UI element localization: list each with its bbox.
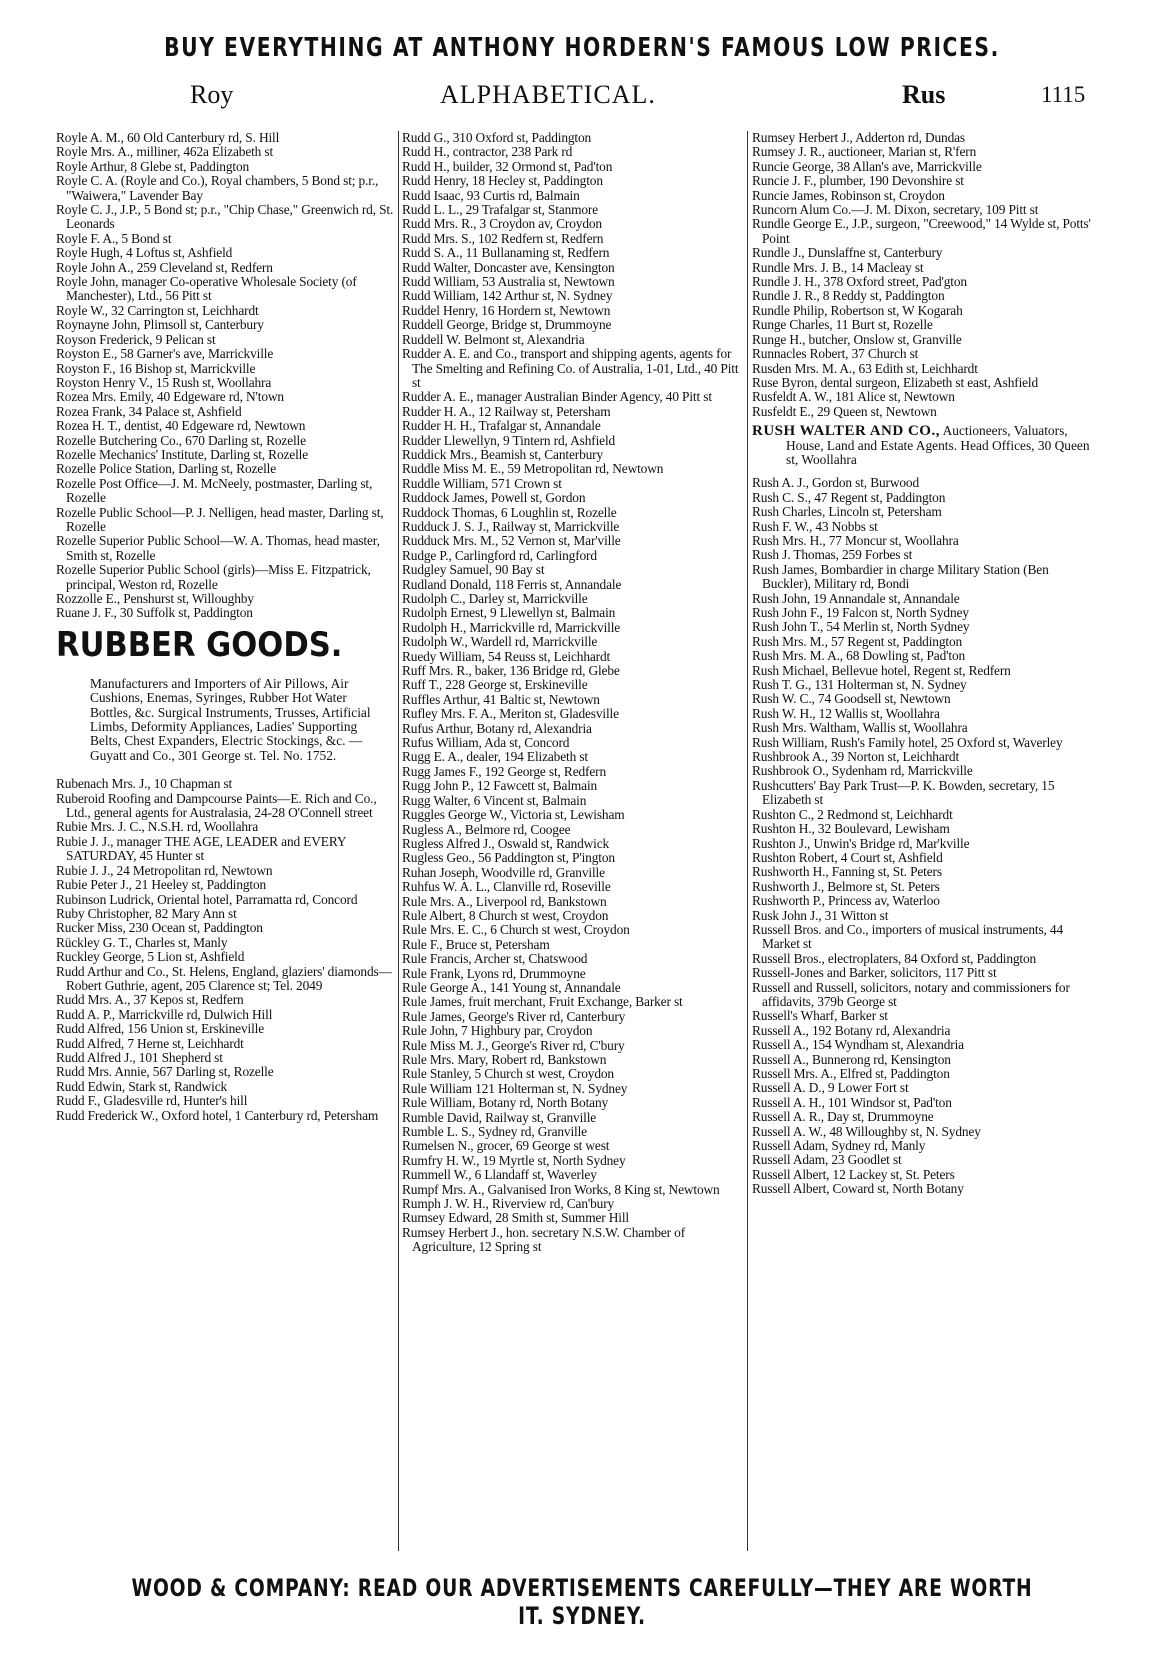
directory-entry: Rubie J. J., 24 Metropolitan rd, Newtown	[56, 862, 273, 878]
directory-entry: Rush James, Bombardier in charge Military Station (Ben Buckler), Military rd, Bondi	[752, 561, 1049, 592]
rubber-goods-heading: RUBBER GOODS.	[56, 624, 343, 665]
directory-list-a	[752, 131, 1097, 419]
directory-list-a	[56, 131, 394, 621]
directory-entry: Russell and Russell, solicitors, notary and commissioners for affidavits, 379b George st	[752, 979, 1070, 1009]
directory-entry: Royson Frederick, 9 Pelican st	[56, 331, 216, 347]
directory-entry: Russell A. H., 101 Windsor st, Pad'ton	[752, 1094, 952, 1110]
column-2	[402, 131, 742, 1561]
directory-entry: Royle Arthur, 8 Glebe st, Paddington	[56, 158, 250, 174]
directory-entry: Rudolph W., Wardell rd, Marrickville	[402, 634, 598, 650]
directory-entry: Rumble David, Railway st, Granville	[402, 1109, 597, 1125]
directory-entry: Runcie J. F., plumber, 190 Devonshire st	[752, 173, 964, 189]
directory-entry: Rozea H. T., dentist, 40 Edgeware rd, Newtown	[56, 418, 306, 434]
directory-entry: Rubinson Ludrick, Oriental hotel, Parramatta rd, Concord	[56, 891, 358, 907]
directory-entry: Rule Albert, 8 Church st west, Croydon	[402, 907, 609, 923]
directory-entry: Rush John, 19 Annandale st, Annandale	[752, 590, 960, 606]
directory-entry: Rusfeldt A. W., 181 Alice st, Newtown	[752, 389, 955, 405]
directory-entry: Russell Albert, Coward st, North Botany	[752, 1181, 964, 1197]
directory-entry: Russell Adam, Sydney rd, Manly	[752, 1138, 926, 1154]
directory-entry: Rumsey J. R., auctioneer, Marian st, R'fern	[752, 144, 977, 160]
directory-entry: Rumble L. S., Sydney rd, Granville	[402, 1124, 587, 1140]
directory-entry: Ruberoid Roofing and Dampcourse Paints—E. Rich and Co., Ltd., general agents for Australasia, 24-28 O'Connell street	[56, 790, 377, 821]
directory-entry: Rush Michael, Bellevue hotel, Regent st, Redfern	[752, 662, 1011, 678]
directory-entry: Rozelle Superior Public School—W. A. Thomas, head master, Smith st, Rozelle	[56, 533, 380, 563]
directory-entry: Rudd William, 142 Arthur st, N. Sydney	[402, 288, 613, 304]
directory-entry: Rudduck J. S. J., Railway st, Marrickville	[402, 518, 620, 534]
directory-entry: Rush A. J., Gordon st, Burwood	[752, 475, 919, 491]
directory-entry: Rushton H., 32 Boulevard, Lewisham	[752, 821, 950, 837]
directory-entry: Royston Henry V., 15 Rush st, Woollahra	[56, 374, 272, 390]
directory-entry: Rudd Arthur and Co., St. Helens, England, glaziers' diamonds—Robert Guthrie, agent, 205 Clarence st; Tel. 2049	[56, 963, 392, 993]
column-3	[752, 131, 1097, 1561]
column-divider	[747, 131, 748, 1551]
directory-entry: Rudder H. H., Trafalgar st, Annandale	[402, 418, 601, 434]
directory-entry: Rufley Mrs. F. A., Meriton st, Gladesville	[402, 706, 619, 722]
page-number: 1115	[1041, 82, 1086, 107]
directory-entry: Russell Bros., electroplaters, 84 Oxford st, Paddington	[752, 950, 1037, 966]
directory-entry: Rufus Arthur, Botany rd, Alexandria	[402, 720, 592, 736]
directory-entry: Rusfeldt E., 29 Queen st, Newtown	[752, 403, 937, 419]
directory-list	[402, 131, 742, 1255]
directory-entry: Rundle Philip, Robertson st, W Kogarah	[752, 302, 963, 318]
directory-entry: Rush Mrs. M. A., 68 Dowling st, Pad'ton	[752, 648, 966, 664]
directory-entry: Rudd H., builder, 32 Ormond st, Pad'ton	[402, 158, 613, 174]
directory-entry: Rudd Mrs. S., 102 Redfern st, Redfern	[402, 230, 604, 246]
rush-walter-name: RUSH WALTER AND CO.,	[752, 423, 940, 440]
directory-entry: Rusden Mrs. M. A., 63 Edith st, Leichhardt	[752, 360, 978, 376]
directory-entry: Ruffles Arthur, 41 Baltic st, Newtown	[402, 691, 600, 707]
directory-entry: Rundle J., Dunslaffne st, Canterbury	[752, 245, 943, 261]
rush-walter-text: Auctioneers, Valuators, House, Land and Estate Agents. Head Offices, 30 Queen st, Woollahra	[786, 423, 1090, 467]
directory-entry: Rubenach Mrs. J., 10 Chapman st	[56, 776, 233, 792]
directory-entry: Rule Mrs. E. C., 6 Church st west, Croydon	[402, 922, 630, 938]
directory-entry: Rudd Frederick W., Oxford hotel, 1 Canterbury rd, Petersham	[56, 1107, 379, 1123]
directory-entry: Rush C. S., 47 Regent st, Paddington	[752, 489, 946, 505]
directory-entry: Rule William, Botany rd, North Botany	[402, 1095, 609, 1111]
directory-entry: Royle John, manager Co-operative Wholesale Society (of Manchester), Ltd., 56 Pitt st	[56, 274, 357, 304]
bottom-advert-banner: WOOD & COMPANY: READ OUR ADVERTISEMENTS CAREFULLY—THEY ARE WORTH IT. SYDNEY.	[131, 1574, 1033, 1630]
directory-entry: Russell A. D., 9 Lower Fort st	[752, 1080, 909, 1096]
column-1	[56, 131, 394, 1561]
directory-entry: Russell-Jones and Barker, solicitors, 117 Pitt st	[752, 965, 997, 981]
directory-entry: Rule John, 7 Highbury par, Croydon	[402, 1023, 593, 1039]
directory-entry: Ruff T., 228 George st, Erskineville	[402, 677, 588, 693]
directory-entry: Rumph J. W. H., Riverview rd, Can'bury	[402, 1196, 615, 1212]
directory-list-b	[56, 777, 394, 1123]
directory-entry: Runnacles Robert, 37 Church st	[752, 346, 919, 362]
directory-entry: Ruby Christopher, 82 Mary Ann st	[56, 905, 237, 921]
directory-entry: Ruddell George, Bridge st, Drummoyne	[402, 317, 612, 333]
page-header	[0, 80, 1164, 114]
directory-entry: Rückley G. T., Charles st, Manly	[56, 934, 228, 950]
directory-entry: Rumsey Edward, 28 Smith st, Summer Hill	[402, 1210, 629, 1226]
directory-entry: Russell Albert, 12 Lackey st, St. Peters	[752, 1166, 955, 1182]
directory-entry: Rumsey Herbert J., Adderton rd, Dundas	[752, 131, 965, 145]
rubber-goods-advert: Manufacturers and Importers of Air Pillows, Air Cushions, Enemas, Syringes, Rubber Hot Water Bottles, &c. Surgical Instruments, Trusses, Artificial Limbs, Deformity Appliances, Ladies' Supporting Belts, Chest Expanders, Electric Stockings, &c. — Guyatt and Co., 301 George st. Tel. No. 1752.	[90, 675, 371, 763]
directory-entry: Rudd S. A., 11 Bullanaming st, Redfern	[402, 245, 610, 261]
top-advert-banner: BUY EVERYTHING AT ANTHONY HORDERN'S FAMOUS LOW PRICES.	[164, 33, 1000, 63]
header-range-end: Rus	[902, 80, 946, 109]
rush-walter-advert	[752, 424, 1097, 467]
directory-entry: Rozelle Public School—P. J. Nelligen, head master, Darling st, Rozelle	[56, 504, 384, 534]
header-range-start: Roy	[190, 80, 234, 109]
directory-entry: Rudolph Ernest, 9 Llewellyn st, Balmain	[402, 605, 616, 621]
header-section-title: ALPHABETICAL.	[440, 80, 656, 109]
directory-entry: Rugg E. A., dealer, 194 Elizabeth st	[402, 749, 588, 765]
directory-entry: Rush Mrs. M., 57 Regent st, Paddington	[752, 633, 963, 649]
directory-entry: Russell Mrs. A., Elfred st, Paddington	[752, 1066, 950, 1081]
directory-entry: Ruhfus W. A. L., Clanville rd, Roseville	[402, 879, 611, 895]
directory-entry: Roynayne John, Plimsoll st, Canterbury	[56, 317, 264, 333]
directory-entry: Ruff Mrs. R., baker, 136 Bridge rd, Glebe	[402, 663, 620, 679]
directory-entry: Rucker Miss, 230 Ocean st, Paddington	[56, 920, 263, 936]
directory-entry: Royston E., 58 Garner's ave, Marrickville	[56, 346, 274, 362]
directory-entry: Rugg Walter, 6 Vincent st, Balmain	[402, 792, 587, 808]
column-divider	[398, 131, 399, 1551]
directory-entry: Rule Mrs. A., Liverpool rd, Bankstown	[402, 893, 607, 909]
directory-entry: Runge H., butcher, Onslow st, Granville	[752, 331, 962, 347]
directory-entry: Rumfry H. W., 19 Myrtle st, North Sydney	[402, 1152, 626, 1168]
directory-list-b	[752, 476, 1097, 1196]
directory-entry: Rudd Alfred J., 101 Shepherd st	[56, 1049, 223, 1065]
directory-entry: Rundle Mrs. J. B., 14 Macleay st	[752, 259, 924, 275]
directory-entry: Rudd Mrs. R., 3 Croydon av, Croydon	[402, 216, 602, 232]
directory-entry: Rozea Mrs. Emily, 40 Edgeware rd, N'town	[56, 389, 284, 405]
directory-entry: Runcorn Alum Co.—J. M. Dixon, secretary, 109 Pitt st	[752, 202, 1039, 218]
directory-entry: Rudd Isaac, 93 Curtis rd, Balmain	[402, 187, 580, 203]
directory-entry: Rush William, Rush's Family hotel, 25 Oxford st, Waverley	[752, 734, 1063, 750]
directory-entry: Rudd F., Gladesville rd, Hunter's hill	[56, 1093, 248, 1109]
directory-entry: Rudolph H., Marrickville rd, Marrickville	[402, 619, 621, 635]
directory-entry: Rudd L. L., 29 Trafalgar st, Stanmore	[402, 202, 599, 218]
directory-entry: Rule F., Bruce st, Petersham	[402, 936, 550, 952]
directory-entry: Rudduck Mrs. M., 52 Vernon st, Mar'ville	[402, 533, 621, 549]
directory-entry: Rush Mrs. Waltham, Wallis st, Woollahra	[752, 720, 968, 736]
directory-entry: Rozzolle E., Penshurst st, Willoughby	[56, 591, 254, 606]
directory-entry: Rudder A. E. and Co., transport and shipping agents, agents for The Smelting and Refining Co. of Australia, 1-01, Ltd., 40 Pitt st	[402, 346, 739, 390]
directory-entry: Rudd H., contractor, 238 Park rd	[402, 144, 573, 160]
directory-entry: Russell A., 192 Botany rd, Alexandria	[752, 1022, 951, 1038]
directory-entry: Rudd A. P., Marrickville rd, Dulwich Hill	[56, 1006, 273, 1022]
directory-entry: Rozelle Mechanics' Institute, Darling st, Rozelle	[56, 446, 309, 462]
directory-entry: Rule Miss M. J., George's River rd, C'bury	[402, 1037, 625, 1053]
directory-entry: Rudder H. A., 12 Railway st, Petersham	[402, 403, 611, 419]
directory-entry: Rushbrook A., 39 Norton st, Leichhardt	[752, 749, 960, 765]
directory-entry: Rush T. G., 131 Holterman st, N. Sydney	[752, 677, 967, 693]
directory-entry: Royle C. J., J.P., 5 Bond st; p.r., "Chip Chase," Greenwich rd, St. Leonards	[56, 202, 394, 232]
directory-entry: Rozelle Butchering Co., 670 Darling st, Rozelle	[56, 432, 306, 448]
directory-entry: Rozelle Post Office—J. M. McNeely, postmaster, Darling st, Rozelle	[56, 475, 373, 506]
directory-entry: Rule Frank, Lyons rd, Drummoyne	[402, 965, 586, 981]
directory-entry: Rozelle Superior Public School (girls)—Miss E. Fitzpatrick, principal, Weston rd, Rozelle	[56, 562, 371, 592]
directory-entry: Rushton C., 2 Redmond st, Leichhardt	[752, 806, 953, 822]
directory-entry: Rummell W., 6 Llandaff st, Waverley	[402, 1167, 597, 1183]
directory-entry: Rushbrook O., Sydenham rd, Marrickville	[752, 763, 973, 779]
directory-entry: Royle C. A. (Royle and Co.), Royal chambers, 5 Bond st; p.r., "Waiwera," Lavender Bay	[56, 173, 379, 203]
directory-entry: Rozea Frank, 34 Palace st, Ashfield	[56, 403, 242, 419]
directory-entry: Rule Stanley, 5 Church st west, Croydon	[402, 1066, 614, 1082]
directory-entry: Ruddle Miss M. E., 59 Metropolitan rd, Newtown	[402, 461, 664, 477]
directory-entry: Royle W., 32 Carrington st, Leichhardt	[56, 302, 259, 318]
directory-entry: Russell A., Bunnerong rd, Kensington	[752, 1051, 951, 1067]
directory-entry: Rudd Alfred, 7 Herne st, Leichhardt	[56, 1035, 244, 1051]
directory-entry: Royston F., 16 Bishop st, Marrickville	[56, 360, 256, 376]
directory-entry: Rudolph C., Darley st, Marrickville	[402, 591, 588, 606]
directory-entry: Russell Bros. and Co., importers of musical instruments, 44 Market st	[752, 921, 1064, 952]
directory-entry: Russell's Wharf, Barker st	[752, 1008, 888, 1024]
directory-entry: Rushworth H., Fanning st, St. Peters	[752, 864, 942, 880]
directory-entry: Rugless Geo., 56 Paddington st, P'ington	[402, 850, 615, 866]
directory-entry: Rush W. H., 12 Wallis st, Woollahra	[752, 705, 940, 721]
directory-entry: Ruddel Henry, 16 Hordern st, Newtown	[402, 302, 611, 318]
directory-entry: Rudge P., Carlingford rd, Carlingford	[402, 547, 597, 563]
directory-entry: Rundle J. H., 378 Oxford street, Pad'gton	[752, 274, 967, 290]
directory-entry: Rush W. C., 74 Goodsell st, Newtown	[752, 691, 951, 707]
directory-entry: Rudder A. E., manager Australian Binder Agency, 40 Pitt st	[402, 389, 712, 405]
directory-entry: Rugless A., Belmore rd, Coogee	[402, 821, 571, 837]
directory-entry: Rushcutters' Bay Park Trust—P. K. Bowden, secretary, 15 Elizabeth st	[752, 777, 1055, 808]
directory-entry: Rule Francis, Archer st, Chatswood	[402, 951, 588, 967]
directory-entry: Rudd Henry, 18 Hecley st, Paddington	[402, 173, 603, 189]
directory-entry: Runcie James, Robinson st, Croydon	[752, 187, 945, 203]
directory-entry: Rudd Walter, Doncaster ave, Kensington	[402, 259, 615, 275]
directory-entry: Rudgley Samuel, 90 Bay st	[402, 562, 545, 578]
directory-entry: Rufus William, Ada st, Concord	[402, 735, 570, 751]
directory-entry: Rule George A., 141 Young st, Annandale	[402, 979, 621, 995]
directory-entry: Russell Adam, 23 Goodlet st	[752, 1152, 902, 1168]
directory-entry: Runcie George, 38 Allan's ave, Marrickville	[752, 158, 982, 174]
directory-entry: Rudder Llewellyn, 9 Tintern rd, Ashfield	[402, 432, 616, 448]
directory-entry: Ruckley George, 5 Lion st, Ashfield	[56, 949, 245, 965]
directory-entry: Ruhan Joseph, Woodville rd, Granville	[402, 864, 605, 880]
directory-entry: Rubie Peter J., 21 Heeley st, Paddington	[56, 877, 267, 893]
directory-entry: Ruddock James, Powell st, Gordon	[402, 490, 586, 506]
directory-entry: Rushton Robert, 4 Court st, Ashfield	[752, 849, 943, 865]
directory-entry: Rudd Mrs. A., 37 Kepos st, Redfern	[56, 992, 244, 1008]
directory-entry: Royle Hugh, 4 Loftus st, Ashfield	[56, 245, 233, 261]
directory-entry: Ruddock Thomas, 6 Loughlin st, Rozelle	[402, 504, 617, 520]
directory-entry: Rudd William, 53 Australia st, Newtown	[402, 274, 615, 290]
directory-entry: Ruane J. F., 30 Suffolk st, Paddington	[56, 605, 253, 621]
directory-entry: Rush John T., 54 Merlin st, North Sydney	[752, 619, 970, 635]
directory-entry: Rugless Alfred J., Oswald st, Randwick	[402, 835, 610, 851]
directory-entry: Russell A. W., 48 Willoughby st, N. Sydney	[752, 1123, 981, 1139]
directory-entry: Rush John F., 19 Falcon st, North Sydney	[752, 605, 969, 620]
directory-entry: Royle A. M., 60 Old Canterbury rd, S. Hill	[56, 131, 280, 145]
directory-entry: Rule James, George's River rd, Canterbury	[402, 1008, 626, 1024]
directory-entry: Rudd G., 310 Oxford st, Paddington	[402, 131, 592, 145]
directory-entry: Rumsey Herbert J., hon. secretary N.S.W. Chamber of Agriculture, 12 Spring st	[402, 1224, 686, 1255]
directory-entry: Ruddick Mrs., Beamish st, Canterbury	[402, 446, 604, 462]
directory-entry: Rozelle Police Station, Darling st, Rozelle	[56, 461, 277, 477]
directory-entry: Ruedy William, 54 Reuss st, Leichhardt	[402, 648, 611, 664]
directory-entry: Rusk John J., 31 Witton st	[752, 907, 889, 923]
directory-entry: Rushton J., Unwin's Bridge rd, Mar'kville	[752, 835, 970, 851]
directory-entry: Rule William 121 Holterman st, N. Sydney	[402, 1080, 628, 1096]
directory-entry: Russell A., 154 Wyndham st, Alexandria	[752, 1037, 964, 1053]
directory-entry: Royle Mrs. A., milliner, 462a Elizabeth st	[56, 144, 274, 160]
directory-entry: Rule James, fruit merchant, Fruit Exchange, Barker st	[402, 994, 683, 1010]
directory-entry: Ruddle William, 571 Crown st	[402, 475, 562, 491]
directory-entry: Rudd Mrs. Annie, 567 Darling st, Rozelle	[56, 1064, 274, 1080]
directory-entry: Rush J. Thomas, 259 Forbes st	[752, 547, 913, 563]
directory-entry: Rugg James F., 192 George st, Redfern	[402, 763, 607, 779]
directory-entry: Rumpf Mrs. A., Galvanised Iron Works, 8 King st, Newtown	[402, 1181, 720, 1197]
directory-entry: Rudland Donald, 118 Ferris st, Annandale	[402, 576, 622, 592]
directory-entry: Rule Mrs. Mary, Robert rd, Bankstown	[402, 1052, 607, 1067]
directory-entry: Rundle George E., J.P., surgeon, "Creewood," 14 Wylde st, Potts' Point	[752, 216, 1091, 246]
directory-entry: Ruse Byron, dental surgeon, Elizabeth st east, Ashfield	[752, 374, 1039, 390]
directory-entry: Rundle J. R., 8 Reddy st, Paddington	[752, 288, 945, 304]
directory-entry: Rudd Alfred, 156 Union st, Erskineville	[56, 1021, 265, 1037]
directory-entry: Rugg John P., 12 Fawcett st, Balmain	[402, 778, 598, 794]
directory-entry: Russell A. R., Day st, Drummoyne	[752, 1109, 934, 1125]
directory-entry: Runge Charles, 11 Burt st, Rozelle	[752, 317, 933, 333]
directory-entry: Rudd Edwin, Stark st, Randwick	[56, 1078, 228, 1094]
directory-entry: Rushworth J., Belmore st, St. Peters	[752, 878, 940, 894]
directory-entry: Rumelsen N., grocer, 69 George st west	[402, 1138, 610, 1154]
directory-entry: Rushworth P., Princess av, Waterloo	[752, 893, 940, 909]
directory-entry: Ruddell W. Belmont st, Alexandria	[402, 331, 585, 347]
directory-entry: Royle John A., 259 Cleveland st, Redfern	[56, 259, 273, 275]
directory-entry: Rush Charles, Lincoln st, Petersham	[752, 504, 942, 520]
directory-entry: Rush F. W., 43 Nobbs st	[752, 518, 878, 534]
directory-entry: Ruggles George W., Victoria st, Lewisham	[402, 807, 625, 823]
directory-entry: Rush Mrs. H., 77 Moncur st, Woollahra	[752, 532, 959, 548]
directory-entry: Royle F. A., 5 Bond st	[56, 230, 172, 246]
directory-entry: Rubie Mrs. J. C., N.S.H. rd, Woollahra	[56, 819, 259, 835]
directory-entry: Rubie J. J., manager THE AGE, LEADER and EVERY SATURDAY, 45 Hunter st	[56, 833, 346, 864]
